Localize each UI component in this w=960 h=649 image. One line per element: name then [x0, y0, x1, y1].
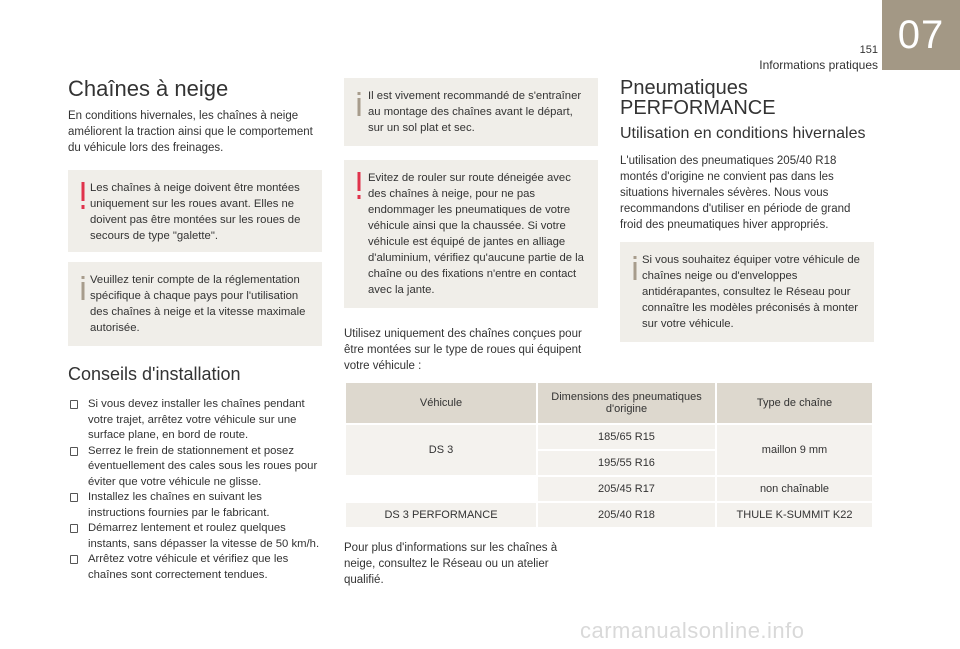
info-icon: [79, 276, 87, 300]
list-item: Si vous devez installer les chaînes pendant votre trajet, arrêtez votre véhicule sur une surface plane, en bord de route.: [68, 397, 320, 444]
table-header: Véhicule: [346, 383, 536, 423]
info-box-practice: [344, 78, 598, 146]
section-title: Informations pratiques: [759, 58, 878, 72]
table-cell-chain: non chaînable: [717, 477, 872, 501]
title-line: Pneumatiques: [620, 77, 748, 99]
info-text: Veuillez tenir compte de la réglementation spécifique à chaque pays pour l'utilisation des chaînes à neige et la vitesse maximale autorisée.: [90, 274, 306, 334]
warning-icon: [78, 182, 88, 210]
table-cell-empty: [346, 477, 536, 501]
table-cell-vehicle: DS 3 PERFORMANCE: [346, 503, 536, 527]
page-title: Chaînes à neige: [68, 76, 229, 101]
info-text: Si vous souhaitez équiper votre véhicule de chaînes neige ou d'enveloppes antidérapantes, consultez le Réseau pour connaître les modèles préconisés à monter sur votre véhicule.: [642, 254, 860, 330]
chapter-tab: 07: [882, 0, 960, 70]
table-cell-dimension: 205/45 R17: [538, 477, 715, 501]
title-line: PERFORMANCE: [620, 97, 776, 119]
info-box-performance: [620, 242, 874, 342]
warning-icon: [354, 172, 364, 200]
warning-text: Les chaînes à neige doivent être montées uniquement sur les roues avant. Elles ne doivent pas être montées sur les roues de secours de type "galette".: [90, 182, 301, 242]
list-item: Installez les chaînes en suivant les instructions fournies par le fabricant.: [68, 490, 320, 521]
warning-box-front-wheels: [68, 170, 322, 252]
info-icon: [355, 92, 363, 116]
info-text: Il est vivement recommandé de s'entraîner au montage des chaînes avant le départ, sur un sol plat et sec.: [368, 90, 582, 134]
table-cell-vehicle: DS 3: [346, 425, 536, 475]
winter-paragraph: L'utilisation des pneumatiques 205/40 R18 montés d'origine ne convient pas dans les situations hivernales sévères. Nous vous recommandons d'utiliser en période de grand froid des pneumatiques hiver appropriés.: [620, 155, 851, 231]
table-cell-dimension: 195/55 R16: [538, 451, 715, 475]
winter-subtitle: Utilisation en conditions hivernales: [620, 125, 866, 142]
usage-paragraph: Utilisez uniquement des chaînes conçues pour être montées sur le type de roues qui équipent votre véhicule :: [344, 328, 582, 372]
list-item: Serrez le frein de stationnement et posez éventuellement des cales sous les roues pour éviter que votre véhicule ne glisse.: [68, 444, 320, 491]
table-cell-dimension: 185/65 R15: [538, 425, 715, 449]
footer-paragraph: Pour plus d'informations sur les chaînes à neige, consultez le Réseau ou un atelier qualifié.: [344, 542, 558, 586]
table-cell-chain: maillon 9 mm: [717, 425, 872, 475]
table-header: Dimensions des pneumatiques d'origine: [538, 383, 715, 423]
warning-text: Evitez de rouler sur route déneigée avec des chaînes à neige, pour ne pas endommager les pneumatiques de votre véhicule ainsi que la chaussée. Si votre véhicule est équipé de jantes en alliage d'aluminium, vérifiez qu'aucune partie de la chaîne ou des fixations n'entre en contact avec la jante.: [368, 172, 584, 296]
page-number: 151: [859, 44, 878, 56]
info-icon: [631, 256, 639, 280]
warning-box-cleared-road: [344, 160, 598, 308]
table-cell-chain: THULE K-SUMMIT K22: [717, 503, 872, 527]
install-steps-list: [68, 397, 320, 583]
table-header: Type de chaîne: [717, 383, 872, 423]
watermark: carmanualsonline.info: [580, 618, 805, 643]
section-title-performance: [620, 78, 776, 118]
install-title: Conseils d'installation: [68, 364, 241, 384]
list-item: Arrêtez votre véhicule et vérifiez que les chaînes sont correctement tendues.: [68, 552, 320, 583]
list-item: Démarrez lentement et roulez quelques instants, sans dépasser la vitesse de 50 km/h.: [68, 521, 320, 552]
table-cell-dimension: 205/40 R18: [538, 503, 715, 527]
chains-table: [344, 381, 874, 529]
intro-paragraph: En conditions hivernales, les chaînes à neige améliorent la traction ainsi que le comportement du véhicule lors des freinages.: [68, 110, 313, 154]
info-box-regulation: [68, 262, 322, 346]
